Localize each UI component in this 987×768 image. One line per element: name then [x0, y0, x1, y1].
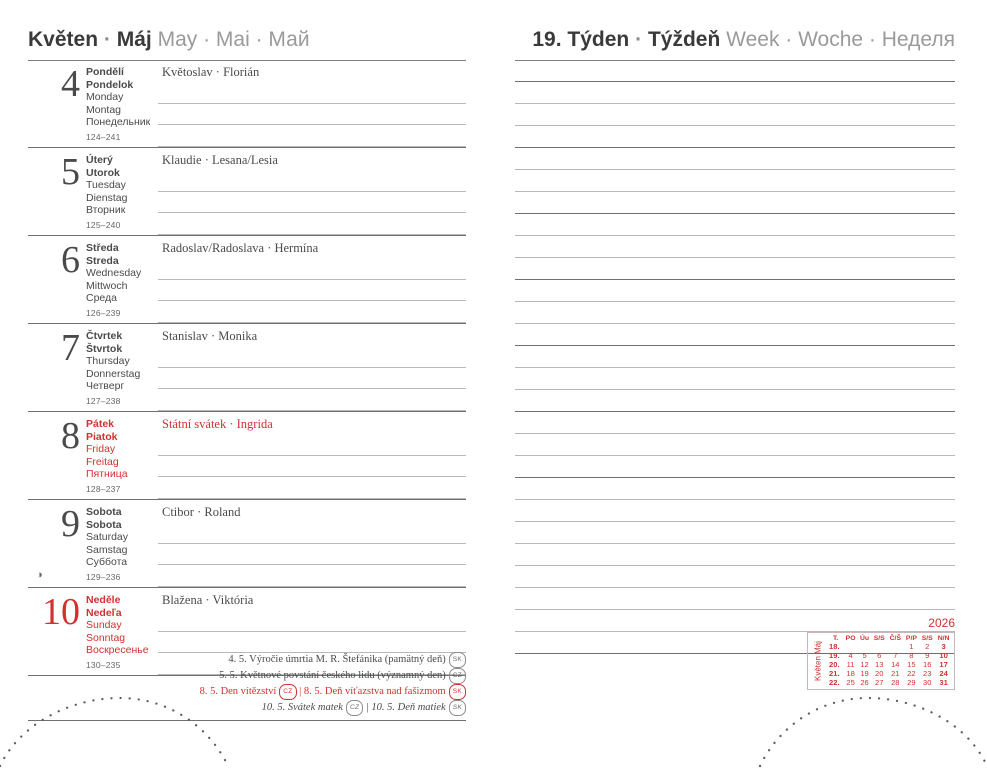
mini-day[interactable]: 16: [923, 660, 932, 669]
day-number: 5: [61, 151, 80, 193]
writing-line[interactable]: [158, 192, 466, 214]
nameday-label: Státní svátek · Ingrida: [162, 417, 273, 431]
day-name-en: Sunday: [86, 619, 122, 632]
day-name-de: Mittwoch: [86, 279, 128, 292]
day-name-en: Saturday: [86, 531, 129, 544]
day-row[interactable]: [28, 236, 466, 324]
left-page: [0, 0, 493, 768]
writing-lines[interactable]: [158, 522, 466, 587]
day-name-ru: Вторник: [86, 204, 126, 217]
day-name-ru: Среда: [86, 292, 117, 305]
mini-calendar-header-row: [828, 635, 952, 642]
holiday-note-text-alt: 8. 5. Deň víťazstva nad fašizmom: [303, 686, 446, 697]
holiday-note-text-alt: 10. 5. Deň matiek: [371, 702, 446, 713]
mini-calendar-row[interactable]: [828, 669, 952, 678]
notes-line[interactable]: [515, 346, 955, 368]
day-number: 9: [61, 503, 80, 545]
day-number-cell: [28, 148, 86, 235]
day-row[interactable]: [28, 500, 466, 588]
day-name-en: Thursday: [86, 355, 130, 368]
writing-line[interactable]: [158, 346, 466, 368]
writing-line[interactable]: [158, 434, 466, 456]
day-name-ru: Суббота: [86, 556, 128, 569]
day-name-ru: Пятница: [86, 468, 128, 481]
mini-day[interactable]: 1: [909, 642, 914, 651]
day-name-en: Monday: [86, 91, 124, 104]
mini-day[interactable]: [858, 642, 872, 651]
mini-week-number: 19.: [829, 651, 840, 660]
week-number: 19.: [532, 28, 562, 51]
day-name-sk: Sobota: [86, 518, 122, 531]
country-tag: CZ: [279, 684, 296, 700]
day-name-sk: Pondelok: [86, 78, 134, 91]
holiday-note-text: 4. 5. Výročie úmrtia M. R. Štefánika (pamätný deň): [228, 654, 446, 665]
day-name-de: Dienstag: [86, 191, 128, 204]
notes-line[interactable]: [515, 258, 955, 280]
writing-line[interactable]: [158, 258, 466, 280]
header-separator: ·: [635, 28, 643, 51]
day-notes-area[interactable]: [158, 236, 466, 323]
nameday-label: Stanislav · Monika: [162, 329, 258, 343]
day-name-cz: Úterý: [86, 154, 113, 166]
notes-line[interactable]: [515, 280, 955, 302]
note-divider: |: [299, 686, 302, 697]
day-row[interactable]: [28, 60, 466, 148]
writing-line[interactable]: [158, 389, 466, 411]
country-tag: SK: [449, 700, 466, 716]
day-notes-area[interactable]: [158, 324, 466, 411]
day-name-en: Friday: [86, 443, 116, 456]
notes-line[interactable]: [515, 522, 955, 544]
notes-line[interactable]: [515, 566, 955, 588]
day-name-cz: Pátek: [86, 418, 115, 430]
mini-day[interactable]: 2: [925, 642, 930, 651]
mini-week-number: 22.: [829, 678, 840, 687]
notes-line[interactable]: [515, 478, 955, 500]
week-label-sk: Týždeň: [647, 28, 721, 51]
day-notes-area[interactable]: [158, 412, 466, 499]
writing-line[interactable]: [158, 82, 466, 104]
day-name-de: Freitag: [86, 455, 119, 468]
mini-calendar-head: [828, 635, 952, 642]
mini-calendar[interactable]: [807, 616, 955, 690]
day-of-year: 126–239: [86, 308, 121, 318]
mini-calendar-body-rows: [828, 642, 952, 687]
day-of-year: 124–241: [86, 132, 121, 142]
notes-line[interactable]: [515, 60, 955, 82]
day-name-cz: Pondělí: [86, 66, 124, 78]
holiday-note: [28, 684, 466, 700]
day-row[interactable]: [28, 148, 466, 236]
notes-line[interactable]: [515, 434, 955, 456]
day-number: 10: [42, 591, 80, 633]
writing-lines[interactable]: [158, 170, 466, 235]
month-name-sk: Máj: [116, 28, 152, 51]
day-notes-area[interactable]: [158, 500, 466, 587]
notes-line[interactable]: [515, 82, 955, 104]
mini-week-number: 20.: [829, 660, 840, 669]
day-number: 7: [61, 327, 80, 369]
mini-col-thu: Č/Š: [889, 635, 901, 642]
mini-col-sat: S/S: [921, 635, 933, 642]
mini-day[interactable]: 5: [862, 651, 867, 660]
holiday-note: [28, 652, 466, 668]
notes-line[interactable]: [515, 456, 955, 478]
country-tag: CZ: [449, 668, 466, 684]
mini-day[interactable]: 20: [875, 669, 884, 678]
notes-line[interactable]: [515, 148, 955, 170]
notes-line[interactable]: [515, 236, 955, 258]
notes-line[interactable]: [515, 104, 955, 126]
writing-line[interactable]: [158, 301, 466, 323]
mini-calendar-table: [828, 635, 952, 687]
notes-line[interactable]: [515, 214, 955, 236]
writing-line[interactable]: [158, 280, 466, 302]
notes-line[interactable]: [515, 192, 955, 214]
week-header: [532, 28, 955, 52]
day-name-cz: Sobota: [86, 506, 122, 518]
day-row[interactable]: [28, 412, 466, 500]
country-tag: SK: [449, 652, 466, 668]
mini-day[interactable]: 11: [846, 660, 855, 669]
day-list: [28, 60, 466, 676]
day-of-year: 130–235: [86, 660, 121, 670]
holiday-notes: [28, 652, 466, 716]
note-divider: |: [365, 702, 369, 713]
day-row[interactable]: [28, 324, 466, 412]
mini-col-fri: P/P: [905, 635, 917, 642]
notes-line[interactable]: [515, 390, 955, 412]
writing-line[interactable]: [158, 104, 466, 126]
holiday-note: [28, 668, 466, 684]
mini-calendar-row[interactable]: [828, 642, 952, 651]
notes-line[interactable]: [515, 170, 955, 192]
notes-line[interactable]: [515, 126, 955, 148]
mini-col-mon: PO: [845, 635, 856, 642]
moon-phase-icon: ◑: [36, 569, 43, 581]
nameday-label: Klaudie · Lesana/Lesia: [162, 153, 278, 167]
writing-line[interactable]: [158, 522, 466, 544]
mini-day[interactable]: 7: [893, 651, 898, 660]
mini-day[interactable]: [887, 642, 903, 651]
day-of-year: 128–237: [86, 484, 121, 494]
mini-day[interactable]: 27: [875, 678, 884, 687]
mini-day[interactable]: 18: [846, 669, 855, 678]
mini-day[interactable]: 14: [891, 660, 900, 669]
day-name-ru: Воскресенье: [86, 644, 149, 657]
day-name-de: Montag: [86, 103, 122, 116]
day-number-cell: [28, 236, 86, 323]
day-name-de: Sonntag: [86, 631, 126, 644]
week-label-others: Week · Woche · Неделя: [726, 28, 955, 51]
day-name-ru: Четверг: [86, 380, 125, 393]
day-name-de: Donnerstag: [86, 367, 141, 380]
writing-lines[interactable]: [158, 346, 466, 411]
mini-col-tue: Úu: [860, 635, 870, 642]
day-number-cell: [28, 60, 86, 147]
day-number-cell: [28, 500, 86, 587]
mini-day[interactable]: 29: [907, 678, 916, 687]
writing-line[interactable]: [158, 125, 466, 147]
mini-day[interactable]: 21: [891, 669, 900, 678]
mini-week-number: 18.: [829, 642, 840, 651]
mini-calendar-row[interactable]: [828, 660, 952, 669]
day-number-cell: [28, 324, 86, 411]
writing-lines[interactable]: [158, 258, 466, 323]
nameday-label: Radoslav/Radoslava · Hermína: [162, 241, 319, 255]
mini-day[interactable]: 23: [923, 669, 932, 678]
mini-day[interactable]: 12: [860, 660, 869, 669]
day-name-sk: Streda: [86, 254, 119, 267]
mini-calendar-year: 2026: [928, 616, 955, 630]
week-label-cz: Týden: [567, 28, 630, 51]
mini-day[interactable]: 22: [907, 669, 916, 678]
holiday-note-text: 10. 5. Svátek matek: [261, 702, 343, 713]
day-name-cz: Neděle: [86, 594, 121, 606]
notes-line[interactable]: [515, 412, 955, 434]
notes-area[interactable]: [515, 60, 955, 654]
day-name-en: Tuesday: [86, 179, 126, 192]
mini-week-number: 21.: [829, 669, 840, 678]
mini-day[interactable]: 19: [860, 669, 869, 678]
day-number: 4: [61, 63, 80, 105]
notes-line[interactable]: [515, 588, 955, 610]
month-name-cz: Květen: [28, 28, 99, 51]
writing-line[interactable]: [158, 544, 466, 566]
mini-calendar-month-label: [808, 635, 828, 687]
day-name-cz: Středa: [86, 242, 119, 254]
notes-line[interactable]: [515, 368, 955, 390]
writing-line[interactable]: [158, 610, 466, 632]
mini-day[interactable]: 17: [939, 660, 948, 669]
day-notes-area[interactable]: [158, 60, 466, 147]
day-notes-area[interactable]: [158, 148, 466, 235]
day-name-ru: Понедельник: [86, 116, 151, 129]
mini-day[interactable]: 15: [907, 660, 916, 669]
mini-day[interactable]: 3: [941, 642, 946, 651]
day-of-year: 129–236: [86, 572, 121, 582]
mini-day[interactable]: 13: [875, 660, 884, 669]
day-number: 6: [61, 239, 80, 281]
mini-calendar-body: [807, 632, 955, 690]
writing-line[interactable]: [158, 477, 466, 499]
month-name-others: May · Mai · Май: [157, 28, 310, 51]
mini-day[interactable]: 31: [939, 678, 948, 687]
nameday-label: Ctibor · Roland: [162, 505, 241, 519]
notes-line[interactable]: [515, 302, 955, 324]
mini-day[interactable]: 10: [939, 651, 948, 660]
day-number-cell: [28, 412, 86, 499]
mini-day[interactable]: 8: [909, 651, 914, 660]
day-name-sk: Štvrtok: [86, 342, 123, 355]
mini-day[interactable]: 25: [846, 678, 855, 687]
mini-day[interactable]: [843, 642, 857, 651]
mini-day[interactable]: 9: [925, 651, 930, 660]
writing-line[interactable]: [158, 565, 466, 587]
mini-day[interactable]: 6: [877, 651, 882, 660]
writing-lines[interactable]: [158, 434, 466, 499]
day-name-cz: Čtvrtek: [86, 330, 123, 342]
month-header: [28, 28, 310, 52]
writing-line[interactable]: [158, 456, 466, 478]
footer-rule: [28, 720, 466, 721]
holiday-note-text: 5. 5. Květnové povstání českého lidu (významný den): [219, 670, 446, 681]
day-name-en: Wednesday: [86, 267, 142, 280]
holiday-note: [28, 700, 466, 716]
mini-col-sun: N/N: [937, 635, 950, 642]
nameday-label: Květoslav · Florián: [162, 65, 260, 79]
mini-day[interactable]: 28: [891, 678, 900, 687]
writing-line[interactable]: [158, 632, 466, 654]
day-name-de: Samstag: [86, 543, 128, 556]
day-name-sk: Nedeľa: [86, 606, 122, 619]
writing-line[interactable]: [158, 368, 466, 390]
mini-day[interactable]: 26: [860, 678, 869, 687]
header-separator: ·: [103, 28, 111, 51]
mini-day[interactable]: 4: [848, 651, 853, 660]
mini-calendar-row[interactable]: [828, 651, 952, 660]
mini-calendar-row[interactable]: [828, 678, 952, 687]
mini-col-week: T.: [833, 635, 839, 642]
right-page: [493, 0, 987, 768]
writing-line[interactable]: [158, 213, 466, 235]
notes-line[interactable]: [515, 544, 955, 566]
writing-lines[interactable]: [158, 82, 466, 147]
notes-line[interactable]: [515, 500, 955, 522]
writing-line[interactable]: [158, 170, 466, 192]
mini-day[interactable]: 24: [939, 669, 948, 678]
day-of-year: 127–238: [86, 396, 121, 406]
holiday-note-text: 8. 5. Den vítězství: [199, 686, 277, 697]
day-name-sk: Piatok: [86, 430, 118, 443]
mini-day[interactable]: 30: [923, 678, 932, 687]
country-tag: SK: [449, 684, 466, 700]
day-of-year: 125–240: [86, 220, 121, 230]
mini-month-sk: Máj: [813, 640, 823, 654]
day-number: 8: [61, 415, 80, 457]
country-tag: CZ: [346, 700, 363, 716]
day-name-sk: Utorok: [86, 166, 120, 179]
mini-day[interactable]: [871, 642, 887, 651]
mini-col-wed: S/S: [873, 635, 885, 642]
nameday-label: Blažena · Viktória: [162, 593, 254, 607]
mini-month-cz: Květen: [813, 656, 823, 682]
notes-line[interactable]: [515, 324, 955, 346]
